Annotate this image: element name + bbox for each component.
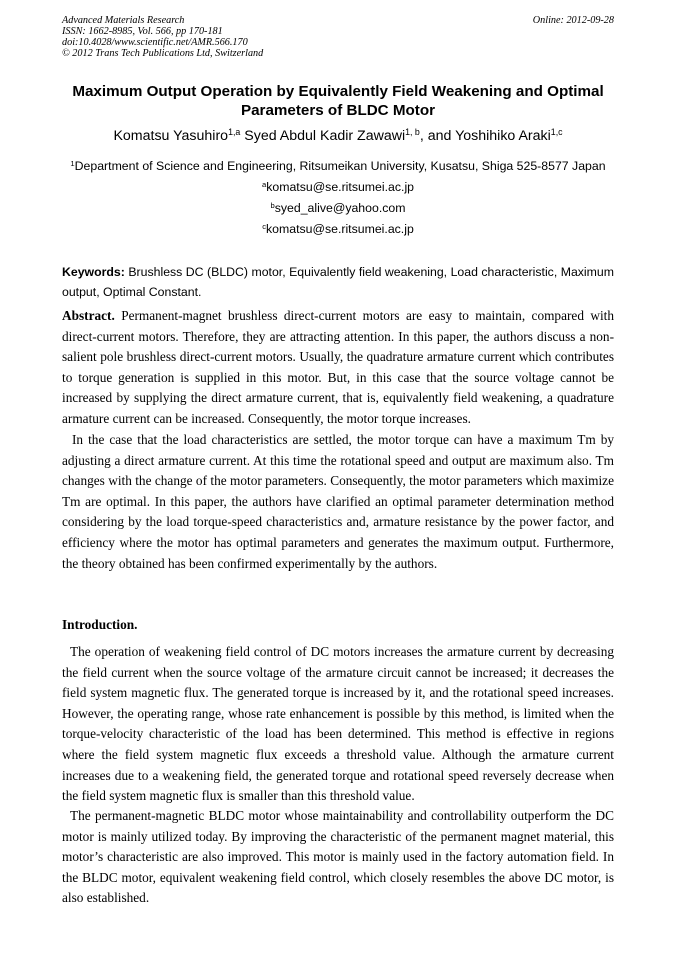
affiliation (62, 158, 614, 174)
introduction-paragraph-2: The permanent-magnetic BLDC motor whose maintainability and controllability outperform the DC motor is mainly utilized today. By improving the characteristic of the permanent magnet material, this motor’s characteristic are also improved. This motor is mainly used in the factory automation field. In the BLDC motor, equivalent weakening field control, which closely resembles the above DC motor, is also established. (62, 808, 614, 906)
journal-doi: doi:10.4028/www.scientific.net/AMR.566.170 (62, 37, 248, 48)
author-name: Syed Abdul Kadir Zawawi (244, 128, 406, 144)
email-address: syed_alive@yahoo.com (274, 201, 406, 215)
author-separator: , and (419, 128, 456, 144)
email-line (62, 179, 614, 195)
affiliation-superscript: 1 (70, 158, 75, 168)
journal-header (62, 15, 263, 59)
introduction-paragraph-1: The operation of weakening field control of DC motors increases the armature current by decreasing the field current when the source voltage of the armature circuit cannot be increased; it decreases the field system magnetic flux. The generated torque is increased by it, and the rotational speed increases. However, the operating range, whose rate enhancement is possible by this method, is limited when the torque-velocity characteristic of the load has been determined. This method is effective in regions where the field system magnetic flux exceeds a threshold value. Although the armature current increases due to a weakening field, the generated torque and rotational speed reversely decrease when the field system magnetic flux is smaller than this threshold value. (62, 644, 614, 804)
author-name: Komatsu Yasuhiro (113, 128, 229, 144)
affiliation-text: Department of Science and Engineering, Ritsumeikan University, Kusatsu, Shiga 525-8577 Japan (74, 159, 606, 173)
author-list (40, 127, 636, 145)
email-superscript: a (261, 179, 267, 189)
email-superscript: c (262, 221, 266, 231)
journal-issn: ISSN: 1662-8985, Vol. 566, pp 170-181 (62, 26, 223, 37)
author-name: Yoshihiko Araki (455, 128, 551, 144)
journal-copyright: © 2012 Trans Tech Publications Ltd, Switzerland (62, 48, 264, 59)
author-superscript: 1,c (550, 127, 563, 138)
email-address: komatsu@se.ritsumei.ac.jp (266, 222, 414, 236)
journal-name: Advanced Materials Research (62, 15, 185, 26)
keywords-section (62, 262, 614, 302)
abstract-text: Permanent-magnet brushless direct-current motors are easy to maintain, compared with direct-current motors. Therefore, they are attracting attention. In this paper, the authors discuss a non-salient pole brushless direct-current motors. Usually, the quadrature armature current which contributes to torque generation is supplied in this motor. But, in this case that the source voltage cannot be increased by supplying the direct armature current, that is, equivalently field weakening, a quadrature armature current can be increased. Consequently, the motor torque increases. (62, 308, 614, 426)
keywords-text: Brushless DC (BLDC) motor, Equivalently field weakening, Load characteristic, Maximum output, Optimal Constant. (62, 265, 614, 299)
paper-title: Maximum Output Operation by Equivalently Field Weakening and Optimal Parameters of BLDC Motor (72, 83, 604, 119)
email-line (62, 200, 614, 216)
author-superscript: 1, b (405, 127, 420, 138)
email-line (62, 221, 614, 237)
abstract-label: Abstract. (62, 308, 115, 323)
author-superscript: 1,a (228, 127, 241, 138)
abstract-paragraph (62, 306, 614, 430)
section-heading: Introduction. (62, 617, 138, 632)
keywords-label: Keywords: (62, 265, 125, 279)
email-address: komatsu@se.ritsumei.ac.jp (266, 180, 415, 194)
abstract-paragraph-2: In the case that the load characteristics are settled, the motor torque can have a maximum Tm by adjusting a direct armature current. At this time the rotational speed and output are maximum also. Tm changes with the change of the motor parameters. Consequently, the motor parameters which maximize Tm are optimal. In this paper, the authors have clarified an optimal parameter determination method considering by the load torque-speed characteristics and, armature resistance by the power factor, and efficiency where the motor has optimal parameters and generates the maximum output. Furthermore, the theory obtained has been confirmed experimentally by the authors. (62, 432, 614, 571)
online-date: Online: 2012-09-28 (532, 15, 614, 26)
email-superscript: b (270, 200, 275, 210)
